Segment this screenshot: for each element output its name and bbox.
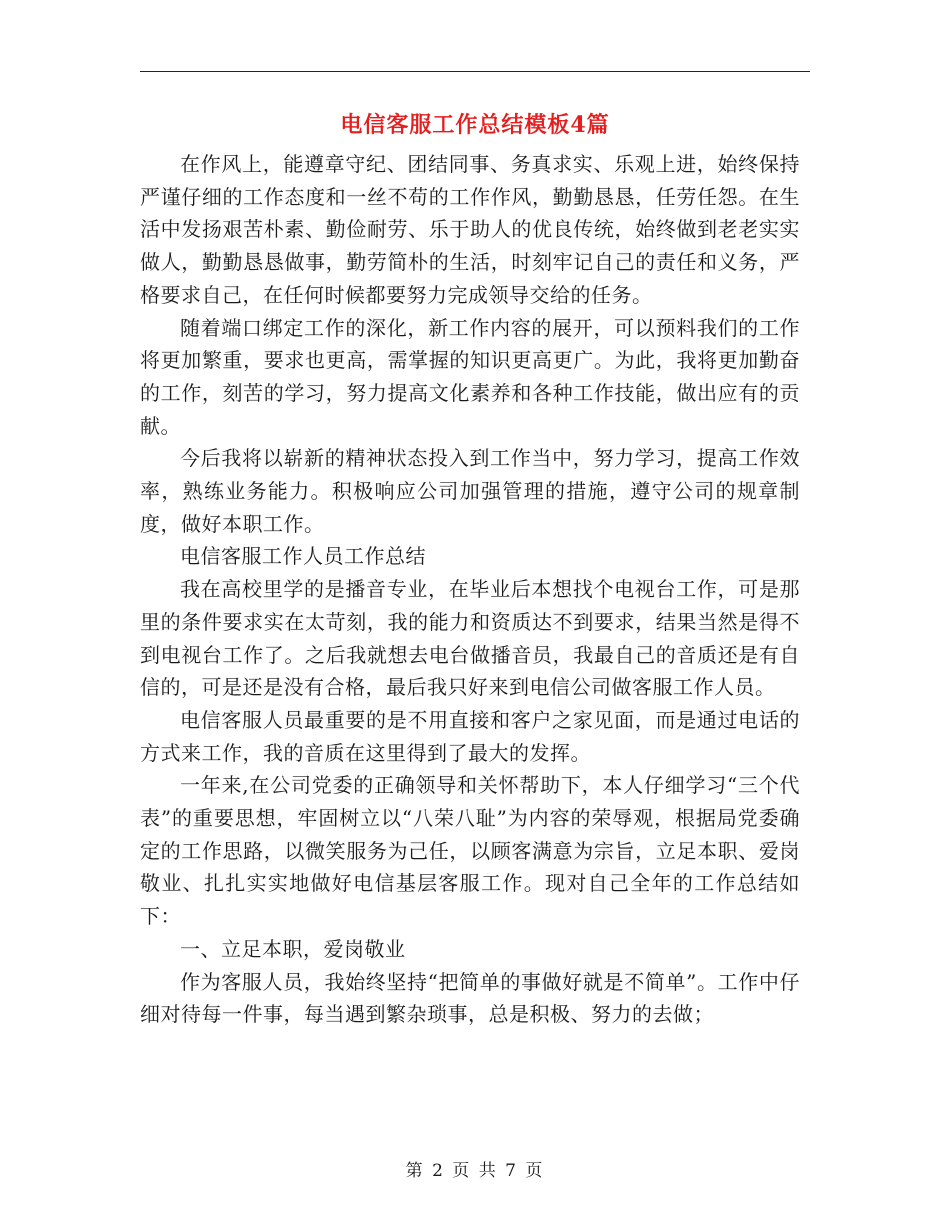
paragraph: 电信客服人员最重要的是不用直接和客户之家见面，而是通过电话的方式来工作，我的音质在这里得到了最大的发挥。 <box>140 707 800 765</box>
page-number: 第 2 页 共 7 页 <box>405 1161 545 1181</box>
paragraph: 作为客服人员，我始终坚持“把简单的事做好就是不简单”。工作中仔细对待每一件事，每当遇到繁杂琐事，总是积极、努力的去做； <box>140 969 800 1027</box>
paragraph: 一年来,在公司党委的正确领导和关怀帮助下，本人仔细学习“三个代表”的重要思想，牢固树立以“八荣八耻”为内容的荣辱观，根据局党委确定的工作思路，以微笑服务为己任，以顾客满意为宗旨，立足本职、爱岗敬业、扎扎实实地做好电信基层客服工作。现对自己全年的工作总结如下： <box>140 773 800 929</box>
document-body <box>140 148 800 1031</box>
paragraph: 在作风上，能遵章守纪、团结同事、务真求实、乐观上进，始终保持严谨仔细的工作态度和一丝不苟的工作作风，勤勤恳恳，任劳任怨。在生活中发扬艰苦朴素、勤俭耐劳、乐于助人的优良传统，始终做到老老实实做人，勤勤恳恳做事，勤劳简朴的生活，时刻牢记自己的责任和义务，严格要求自己，在任何时候都要努力完成领导交给的任务。 <box>140 152 800 307</box>
paragraph: 今后我将以崭新的精神状态投入到工作当中，努力学习，提高工作效率，熟练业务能力。积极响应公司加强管理的措施，遵守公司的规章制度，做好本职工作。 <box>140 446 800 536</box>
document-title: 电信客服工作总结模板4篇 <box>340 112 610 138</box>
paragraph: 随着端口绑定工作的深化，新工作内容的展开，可以预料我们的工作将更加繁重，要求也更高，需掌握的知识更高更广。为此，我将更加勤奋的工作，刻苦的学习，努力提高文化素养和各种工作技能，做出应有的贡献。 <box>140 315 800 438</box>
section-heading: 一、立足本职，爱岗敬业 <box>180 936 406 961</box>
section-heading: 电信客服工作人员工作总结 <box>180 544 426 569</box>
header-rule <box>140 71 810 72</box>
paragraph: 我在高校里学的是播音专业，在毕业后本想找个电视台工作，可是那里的条件要求实在太苛刻，我的能力和资质达不到要求，结果当然是得不到电视台工作了。之后我就想去电台做播音员，我最自己的音质还是有自信的，可是还是没有合格，最后我只好来到电信公司做客服工作人员。 <box>140 577 800 700</box>
